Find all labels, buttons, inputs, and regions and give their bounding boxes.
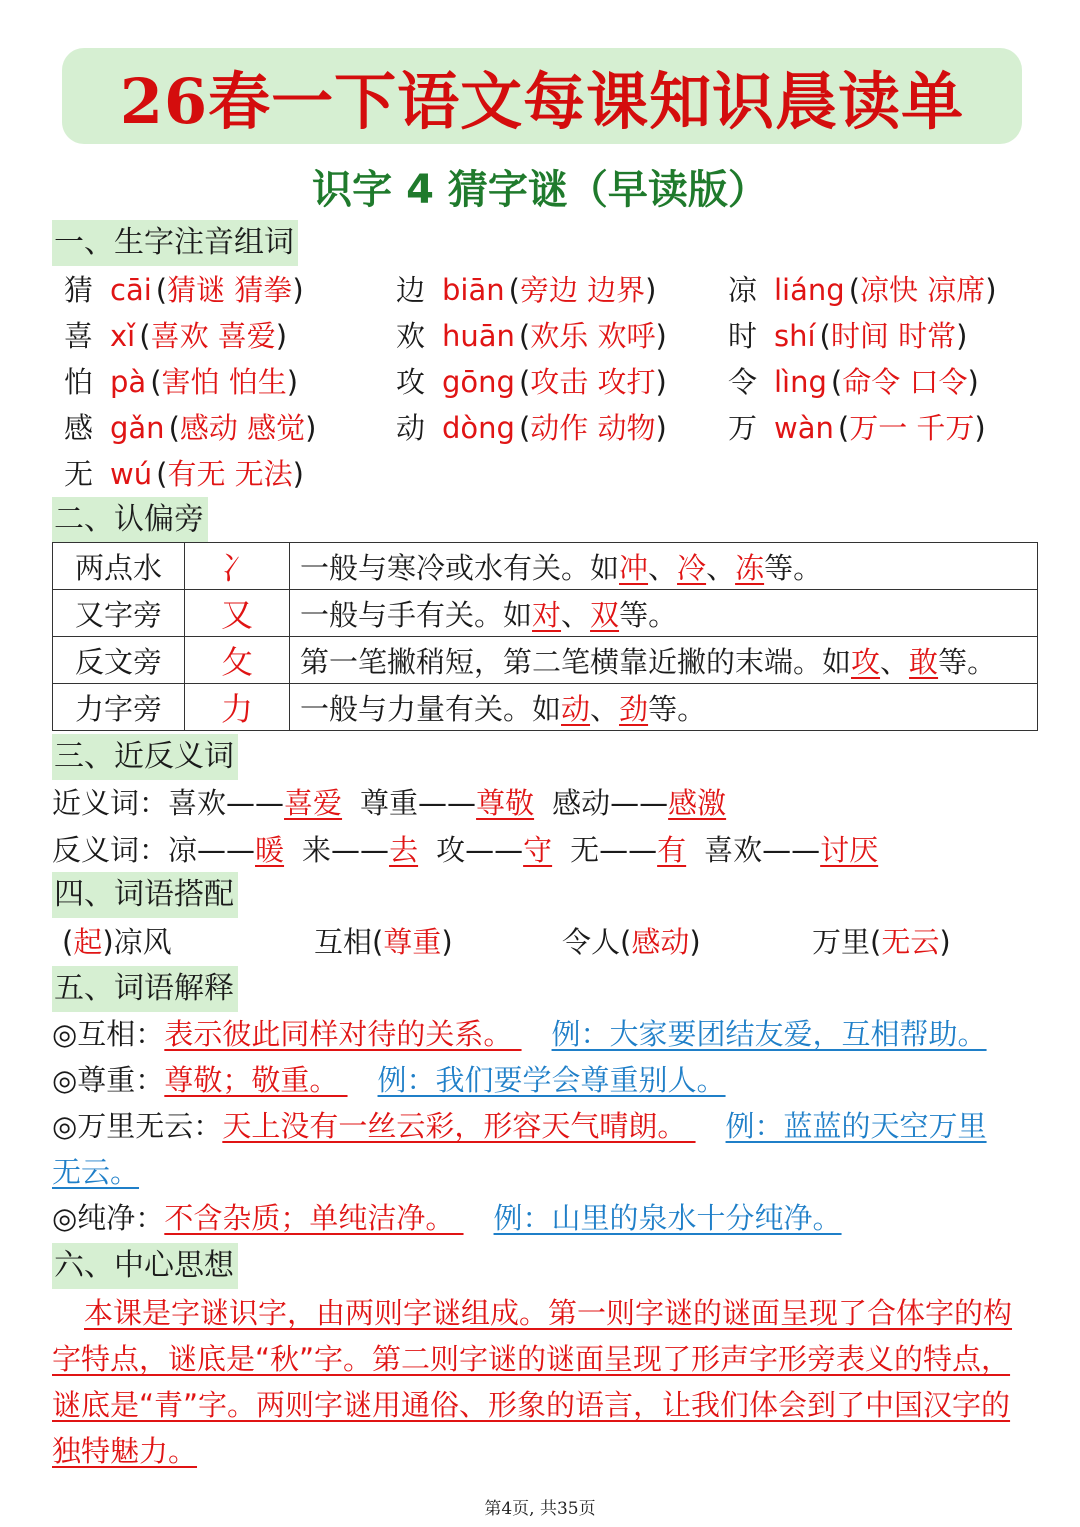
word: 感动——	[552, 786, 669, 820]
radical-name: 反文旁	[53, 637, 185, 684]
character-entry	[396, 316, 667, 356]
answer: 感激	[668, 786, 727, 820]
word: 喜欢——	[168, 786, 285, 820]
pairs-label: 反义词：	[52, 833, 169, 867]
character: 动	[396, 411, 426, 445]
radical-row	[53, 637, 1038, 684]
radical-example: 冻	[735, 550, 765, 585]
character: 怕	[64, 365, 94, 399]
words-text: 凉快 凉席	[860, 273, 986, 307]
example-words: (猜谜 猜拳)	[155, 273, 304, 307]
character: 凉	[728, 273, 758, 307]
word-pair	[168, 833, 284, 867]
radical-symbol: 力	[185, 684, 290, 731]
radical-rule: 一般与手有关。如	[300, 597, 533, 632]
example-words: (喜欢 喜爱)	[139, 319, 288, 353]
example-words: (时间 时常)	[819, 319, 968, 353]
word-pair	[704, 833, 878, 867]
character-entry	[728, 362, 979, 402]
definition-example-continued	[52, 1152, 139, 1192]
collocation-fill: 无云	[881, 925, 940, 959]
pinyin: biān	[442, 273, 505, 307]
character: 边	[396, 273, 426, 307]
radical-symbol: 又	[185, 590, 290, 637]
word-pair	[168, 786, 342, 820]
pinyin: cāi	[110, 273, 152, 307]
pinyin: xǐ	[110, 319, 136, 353]
word: 凉——	[168, 833, 256, 867]
example-words: (凉快 凉席)	[848, 273, 997, 307]
character: 无	[64, 457, 94, 491]
answer: 暖	[255, 833, 285, 867]
collocation-fill: 尊重	[383, 925, 442, 959]
page-title: 26春一下语文每课知识晨读单	[119, 64, 965, 138]
radical-description: 一般与寒冷或水有关。如冲、冷、冻等。	[290, 543, 1038, 590]
definition-term: ◎尊重：	[52, 1063, 165, 1097]
definition-term: ◎万里无云：	[52, 1109, 223, 1143]
words-text: 时间 时常	[830, 319, 957, 353]
word-pair	[552, 786, 726, 820]
section-heading-definitions: 五、词语解释	[52, 966, 238, 1012]
words-text: 命令 口令	[842, 365, 968, 399]
words-text: 害怕 怕生	[161, 365, 287, 399]
collocation: 互相(尊重)	[314, 925, 453, 959]
radical-rule: 第一笔撇稍短，第二笔横靠近撇的末端。如	[300, 644, 852, 679]
collocation: 万里(无云)	[812, 925, 951, 959]
radical-row	[53, 590, 1038, 637]
pinyin: gōng	[442, 365, 515, 399]
definition-example: 例：大家要团结友爱，互相帮助。	[551, 1017, 987, 1051]
radical-description: 一般与力量有关。如动、劲等。	[290, 684, 1038, 731]
character-entry	[396, 362, 667, 402]
definition	[52, 1060, 726, 1100]
radical-example: 对	[532, 597, 562, 632]
radical-example: 劲	[619, 691, 649, 726]
words-text: 猜谜 猜拳	[167, 273, 293, 307]
pinyin: lìng	[774, 365, 827, 399]
example-words: (欢乐 欢呼)	[518, 319, 667, 353]
words-text: 感动 感觉	[179, 411, 306, 445]
character: 万	[728, 411, 758, 445]
character: 喜	[64, 319, 94, 353]
radical-example: 双	[590, 597, 620, 632]
central-idea-text: 本课是字谜识字，由两则字谜组成。第一则字谜的谜面呈现了合体字的构字特点，谜底是“秋”字。第二则字谜的谜面呈现了形声字形旁表义的特点，谜底是“青”字。两则字谜用通俗、形象的语言，让我们体会到了中国汉字的独特魅力。	[52, 1296, 1013, 1468]
words-text: 动作 动物	[530, 411, 656, 445]
word: 无——	[570, 833, 658, 867]
words-text: 有无 无法	[167, 457, 293, 491]
pinyin: shí	[774, 319, 816, 353]
answer: 讨厌	[820, 833, 879, 867]
answer: 有	[657, 833, 687, 867]
radical-row	[53, 543, 1038, 590]
pinyin: liáng	[774, 273, 845, 307]
radical-row	[53, 684, 1038, 731]
word: 喜欢——	[704, 833, 821, 867]
definition	[52, 1014, 987, 1054]
synonyms-row	[52, 783, 726, 823]
character-entry	[728, 316, 967, 356]
character-entry	[728, 408, 986, 448]
character-entry	[64, 454, 304, 494]
radical-example: 动	[561, 691, 591, 726]
word-pair	[570, 833, 686, 867]
radical-rule: 一般与力量有关。如	[300, 691, 562, 726]
definition-meaning: 天上没有一丝云彩，形容天气晴朗。	[222, 1109, 696, 1143]
collocation-fill: 感动	[631, 925, 690, 959]
example-words: (命令 口令)	[830, 365, 979, 399]
radical-name: 又字旁	[53, 590, 185, 637]
words-text: 攻击 攻打	[530, 365, 656, 399]
character: 感	[64, 411, 94, 445]
pinyin: pà	[110, 365, 147, 399]
word-pair	[360, 786, 534, 820]
collocation: (起)凉风	[62, 925, 172, 959]
word-pair	[436, 833, 552, 867]
definition-meaning: 不含杂质；单纯洁净。	[164, 1201, 464, 1235]
radical-symbol: 攵	[185, 637, 290, 684]
central-idea-paragraph	[52, 1290, 1032, 1474]
definition-meaning: 尊敬；敬重。	[164, 1063, 348, 1097]
pinyin: huān	[442, 319, 515, 353]
section-heading-central-idea: 六、中心思想	[52, 1243, 238, 1289]
definition	[52, 1198, 842, 1238]
character: 欢	[396, 319, 426, 353]
collocation: 令人(感动)	[562, 925, 701, 959]
character-entry	[64, 362, 298, 402]
character-entry	[728, 270, 997, 310]
word-pair	[302, 833, 418, 867]
character: 令	[728, 365, 758, 399]
pinyin: gǎn	[110, 411, 165, 445]
definition	[52, 1106, 987, 1146]
pinyin: dòng	[442, 411, 515, 445]
example-words: (有无 无法)	[156, 457, 304, 491]
definition-term: ◎纯净：	[52, 1201, 165, 1235]
section-heading-new-characters: 一、生字注音组词	[52, 220, 298, 266]
words-text: 喜欢 喜爱	[150, 319, 276, 353]
radical-name: 两点水	[53, 543, 185, 590]
example-words: (旁边 边界)	[508, 273, 657, 307]
pinyin: wú	[110, 457, 153, 491]
answer: 去	[389, 833, 419, 867]
page-footer: 第4页, 共35页	[484, 1499, 596, 1519]
answer: 尊敬	[476, 786, 535, 820]
radical-example: 敢	[909, 644, 939, 679]
words-text: 旁边 边界	[519, 273, 646, 307]
example-words: (动作 动物)	[518, 411, 667, 445]
radical-rule: 一般与寒冷或水有关。如	[300, 550, 620, 585]
definition-term: ◎互相：	[52, 1017, 165, 1051]
character: 攻	[396, 365, 426, 399]
word: 攻——	[436, 833, 524, 867]
radicals-table	[52, 542, 1038, 731]
answer: 喜爱	[284, 786, 343, 820]
example-words: (感动 感觉)	[168, 411, 317, 445]
radical-example: 冲	[619, 550, 649, 585]
words-text: 欢乐 欢呼	[530, 319, 656, 353]
lesson-subtitle: 识字 4 猜字谜（早读版）	[312, 167, 768, 213]
example-words: (害怕 怕生)	[150, 365, 299, 399]
definition-example: 例：我们要学会尊重别人。	[377, 1063, 726, 1097]
character: 时	[728, 319, 758, 353]
character-entry	[64, 270, 304, 310]
character-entry	[64, 316, 287, 356]
pairs-label: 近义词：	[52, 786, 169, 820]
section-heading-radicals: 二、认偏旁	[52, 497, 208, 543]
word: 来——	[302, 833, 390, 867]
radical-description: 第一笔撇稍短，第二笔横靠近撇的末端。如攻、敢等。	[290, 637, 1038, 684]
example-words: (攻击 攻打)	[518, 365, 667, 399]
definition-example: 例：山里的泉水十分纯净。	[493, 1201, 842, 1235]
collocation-fill: 起	[73, 925, 103, 959]
character-entry	[396, 270, 657, 310]
character: 猜	[64, 273, 94, 307]
radical-name: 力字旁	[53, 684, 185, 731]
radical-example: 冷	[677, 550, 707, 585]
words-text: 万一 千万	[849, 411, 975, 445]
definition-meaning: 表示彼此同样对待的关系。	[164, 1017, 522, 1051]
pinyin: wàn	[774, 411, 834, 445]
character-entry	[396, 408, 667, 448]
section-heading-synonyms-antonyms: 三、近反义词	[52, 734, 238, 780]
section-heading-collocations: 四、词语搭配	[52, 872, 238, 918]
definition-example: 例：蓝蓝的天空万里	[725, 1109, 987, 1143]
definition-example: 无云。	[52, 1155, 140, 1189]
character-entry	[64, 408, 316, 448]
example-words: (万一 千万)	[837, 411, 986, 445]
radical-symbol: 冫	[185, 543, 290, 590]
answer: 守	[523, 833, 553, 867]
radical-example: 攻	[851, 644, 881, 679]
antonyms-row	[52, 830, 878, 870]
title-banner	[62, 48, 1022, 144]
word: 尊重——	[360, 786, 477, 820]
radical-description: 一般与手有关。如对、双等。	[290, 590, 1038, 637]
